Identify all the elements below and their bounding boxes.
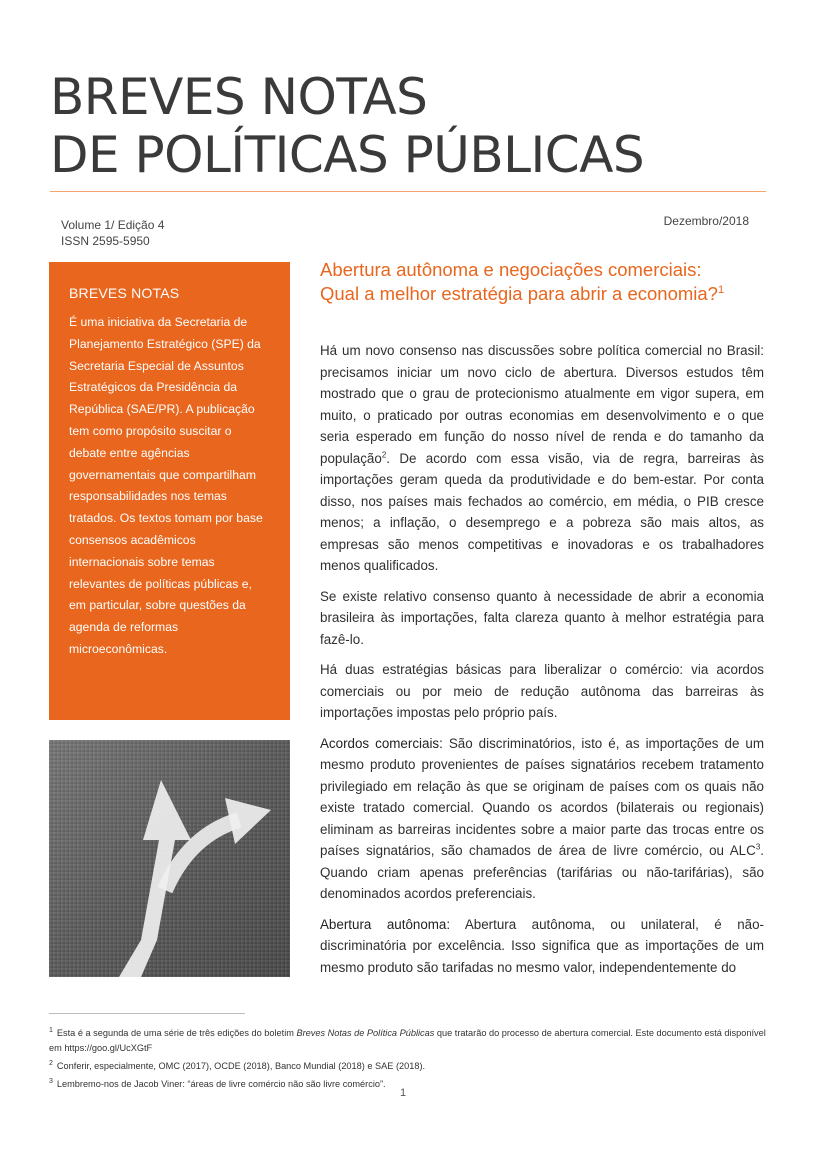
footnote-number-3: 3 bbox=[49, 1078, 53, 1086]
footnote-number-2: 2 bbox=[49, 1060, 53, 1068]
footnote-ref-1[interactable]: 1 bbox=[717, 283, 725, 296]
paragraph-4 bbox=[320, 733, 764, 905]
about-text: É uma iniciativa da Secretaria de Planejamento Estratégico (SPE) da Secretaria Especial de Assuntos Estratégicos da Presidência da República (SAE/PR). A publicação tem como propósito suscitar o debate entre agências governamentais que compartilham responsabilidades nos temas tratados. Os textos tomam por base consensos acadêmicos internacionais sobre temas relevantes de políticas públicas e, em particular, sobre questões da agenda de reformas microeconômicas. bbox=[69, 315, 263, 656]
paragraph-1-a: Há um novo consenso nas discussões sobre política comercial no Brasil: precisamos iniciar um novo ciclo de abertura. Diversos estudos têm mostrado que o grau de protecionismo atualmente em vigor supera, em muito, o praticado por outras economias em desenvolvimento e o que seria esperado em função do nosso nível de renda e do tamanho da população bbox=[320, 343, 764, 466]
paragraph-4-lead: Acordos comerciais: bbox=[320, 735, 443, 751]
footnote-3 bbox=[49, 1074, 767, 1092]
article bbox=[320, 258, 764, 987]
about-heading: BREVES NOTAS bbox=[69, 285, 180, 301]
issue-info bbox=[61, 217, 164, 249]
footnote-1 bbox=[49, 1023, 767, 1056]
paragraph-2: Se existe relativo consenso quanto à necessidade de abrir a economia brasileira às importações, falta clareza quanto à melhor estratégia para fazê-lo. bbox=[320, 588, 764, 647]
footnote-2 bbox=[49, 1056, 767, 1074]
paragraph-4-a: São discriminatórios, isto é, as importações de um mesmo produto provenientes de países signatários recebem tratamento privilegiado em relação às que se originam de países com os quais não existe tratado comercial. Quando os acordos (bilaterais ou regionais) eliminam as barreiras incidentes sobre a maior parte das trocas entre os países signatários, são chamados de área de livre comércio, ou ALC bbox=[320, 735, 764, 858]
paragraph-4-b: . Quando criam apenas preferências (tarifárias ou não-tarifárias), são denominados acordos preferenciais. bbox=[320, 843, 764, 901]
footnote-3-text: Lembremo-nos de Jacob Viner: “áreas de livre comércio não são livre comércio”. bbox=[56, 1079, 386, 1090]
footnote-divider bbox=[49, 1013, 245, 1014]
footnote-1-b: que tratarão do processo de abertura comercial. Este documento está disponível em https://goo.gl/UcXGtF bbox=[49, 1028, 766, 1054]
footnote-1-a: Esta é a segunda de uma série de três edições do boletim bbox=[56, 1028, 297, 1039]
footnote-1-italic: Breves Notas de Política Públicas bbox=[296, 1028, 435, 1039]
footnotes bbox=[49, 1023, 767, 1092]
paragraph-1-b: . De acordo com essa visão, via de regra, barreiras às importações geram queda da produtividade e do bem-estar. Por conta disso, nos países mais fechados ao comércio, em média, o PIB cresce menos; a inflação, o desemprego e a pobreza são mais altos, as empresas são menos competitivas e inovadoras e os trabalhadores menos qualificados. bbox=[320, 450, 764, 573]
footnote-2-text: Conferir, especialmente, OMC (2017), OCDE (2018), Banco Mundial (2018) e SAE (2018). bbox=[56, 1061, 426, 1072]
paragraph-1 bbox=[320, 340, 764, 577]
footnote-number-1: 1 bbox=[49, 1027, 53, 1034]
paragraph-5-lead: Abertura autônoma: bbox=[320, 916, 451, 932]
about-box bbox=[49, 262, 290, 720]
page-number: 1 bbox=[400, 1087, 407, 1099]
title-divider bbox=[50, 191, 766, 192]
issn: ISSN 2595-5950 bbox=[61, 234, 150, 248]
paragraph-5-text: Abertura autônoma, ou unilateral, é não-discriminatória por excelência. Isso significa que as importações de um mesmo produto são tarifadas no mesmo valor, independentemente do bbox=[320, 916, 764, 975]
paragraph-3: Há duas estratégias básicas para liberalizar o comércio: via acordos comerciais ou por meio de redução autônoma das barreiras às importações impostas pelo próprio país. bbox=[320, 662, 764, 720]
footnote-ref-2[interactable]: 2 bbox=[381, 450, 387, 460]
road-arrow-icon bbox=[49, 740, 290, 977]
article-title-line-2: Qual a melhor estratégia para abrir a economia? bbox=[320, 283, 718, 304]
article-title bbox=[320, 258, 764, 306]
title-line-2: DE POLÍTICAS PÚBLICAS bbox=[50, 126, 645, 184]
volume-edition: Volume 1/ Edição 4 bbox=[61, 218, 165, 232]
issue-date: Dezembro/2018 bbox=[663, 214, 749, 228]
publication-title bbox=[50, 68, 770, 184]
article-title-line-1: Abertura autônoma e negociações comerciais: bbox=[320, 259, 702, 280]
paragraph-5 bbox=[320, 914, 764, 979]
title-line-1: BREVES NOTAS bbox=[50, 68, 428, 126]
road-arrow-photo bbox=[49, 740, 290, 977]
footnote-ref-3[interactable]: 3 bbox=[755, 842, 761, 852]
